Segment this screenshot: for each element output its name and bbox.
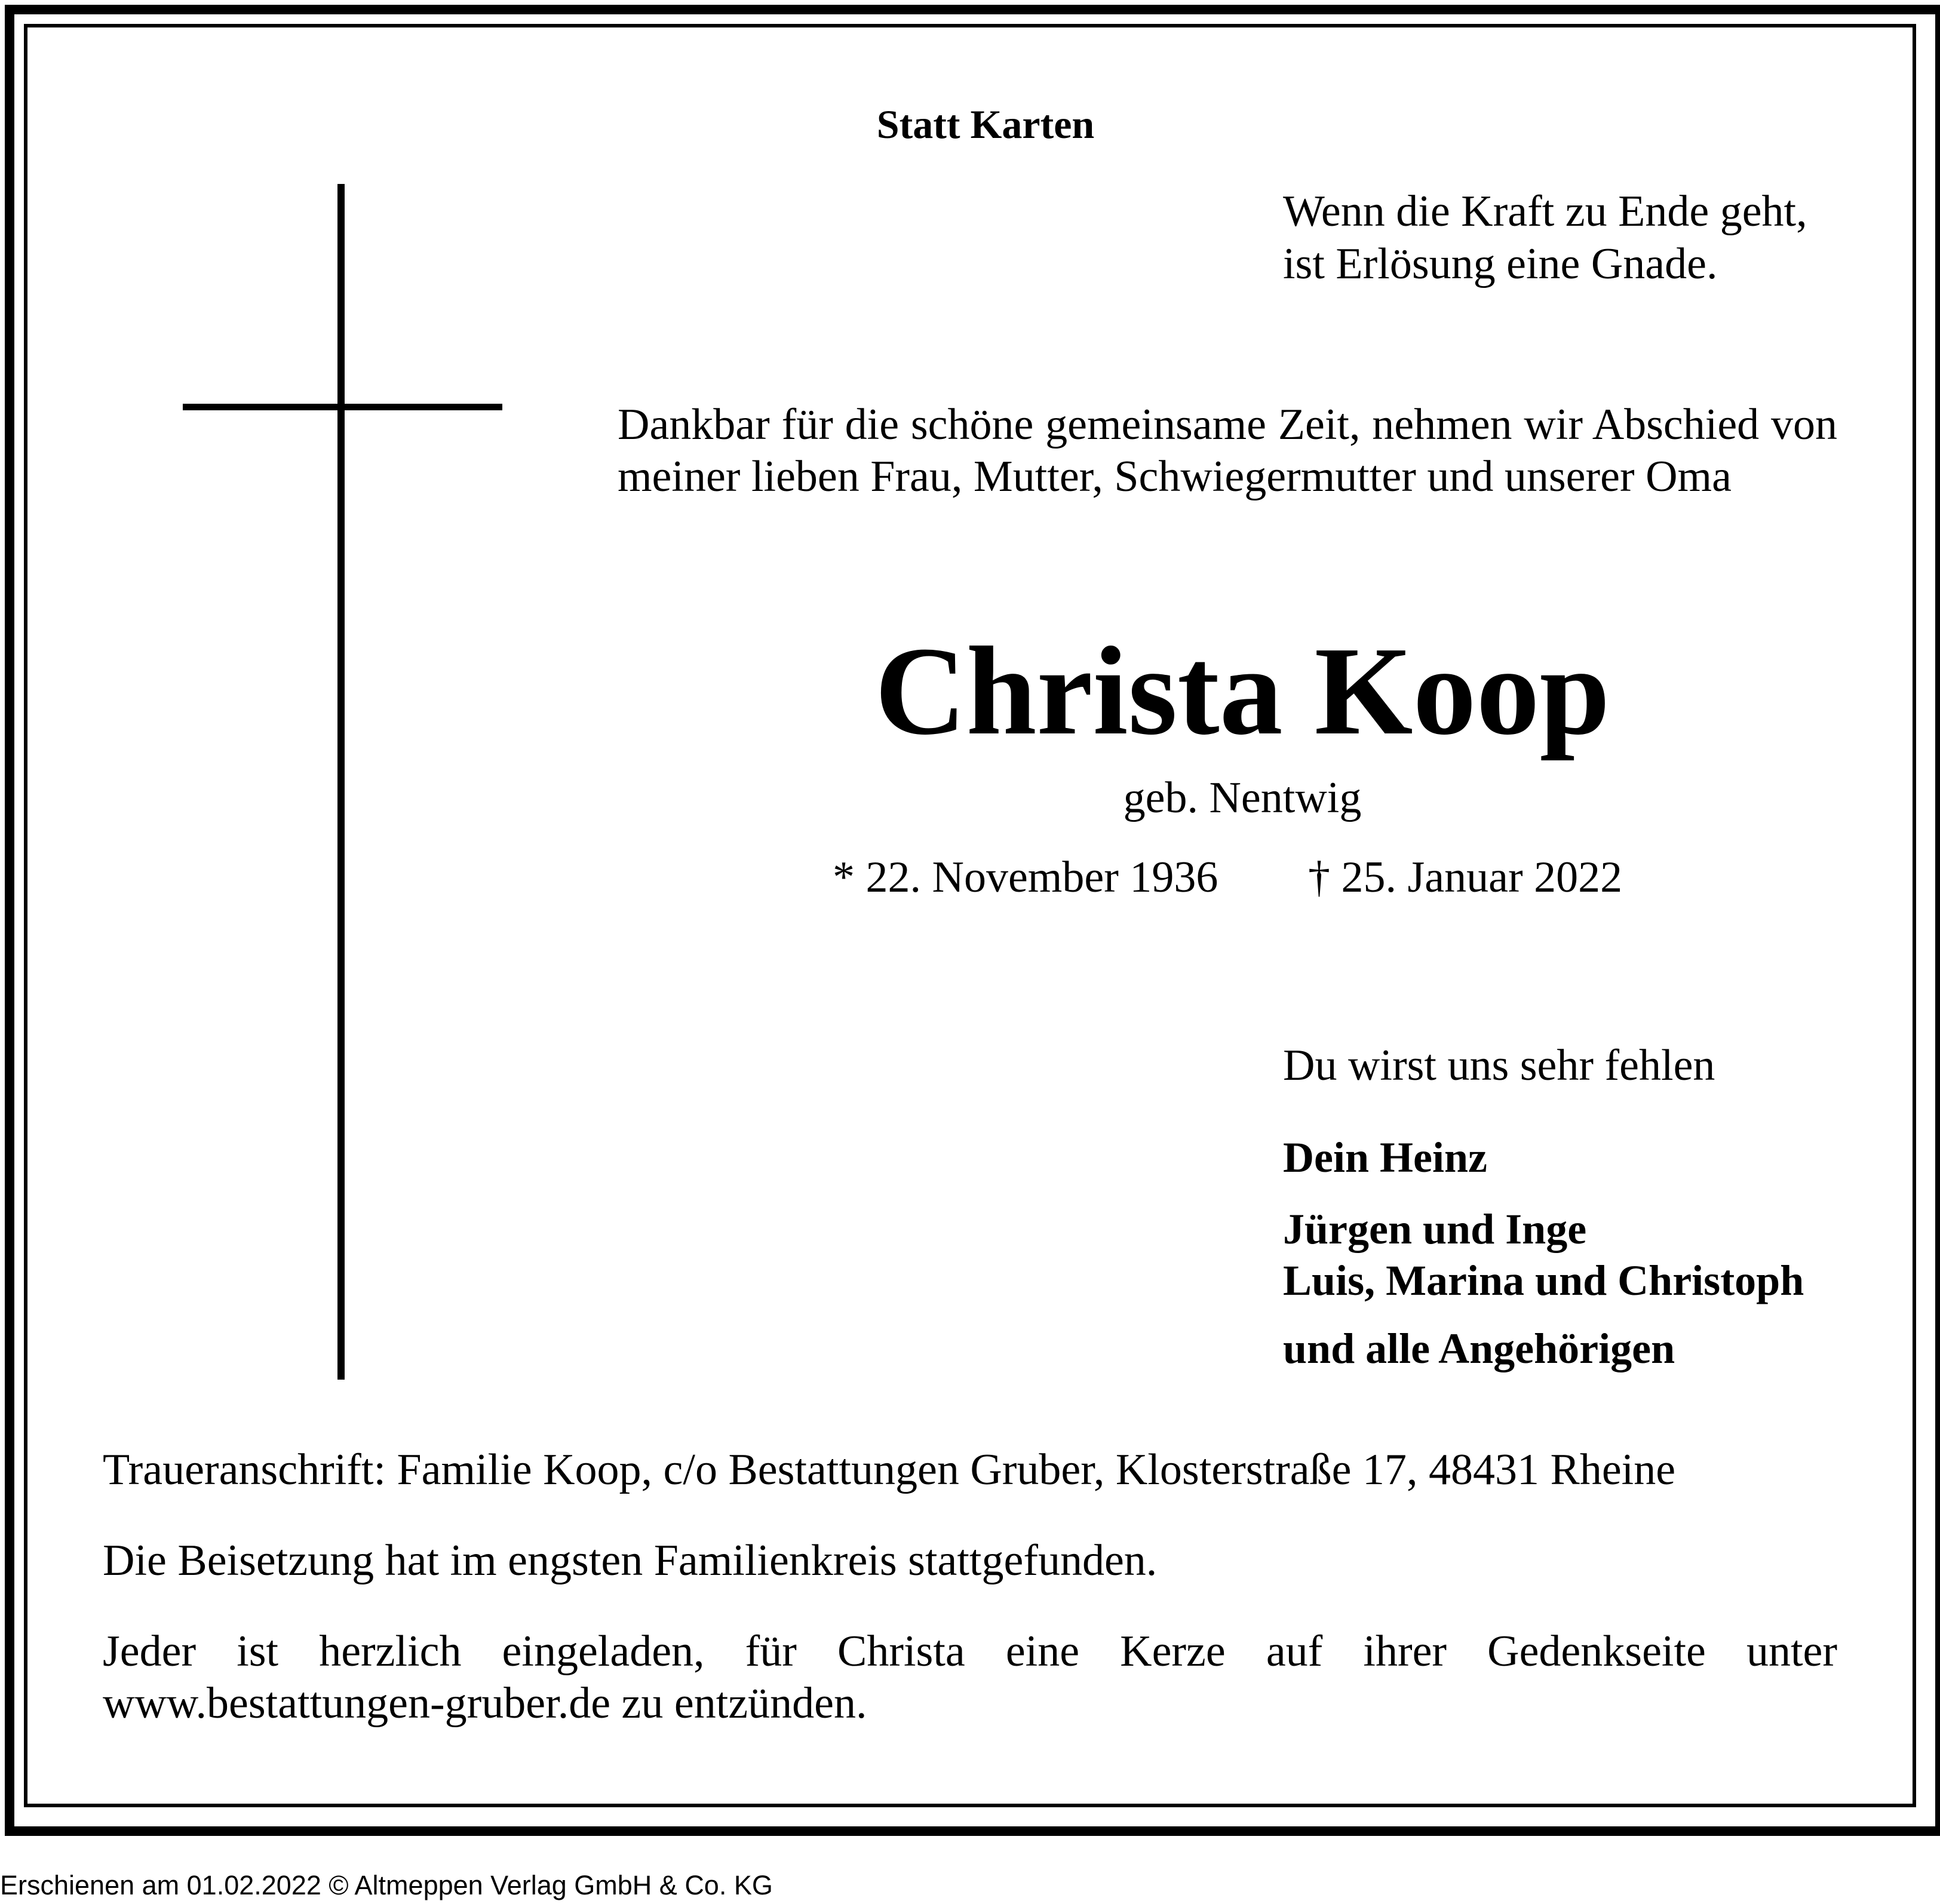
maiden-name: geb. Nentwig — [1123, 773, 1362, 822]
motto-line-1: Wenn die Kraft zu Ende geht, — [1283, 187, 1807, 236]
publication-footer: Erschienen am 01.02.2022 © Altmeppen Verlag GmbH & Co. KG — [0, 1870, 773, 1900]
signature-line-4: und alle Angehörigen — [1283, 1325, 1675, 1372]
motto-quote — [1283, 185, 1807, 290]
mourning-address: Traueranschrift: Familie Koop, c/o Bestattungen Gruber, Klosterstraße 17, 48431 Rheine — [103, 1445, 1676, 1494]
funeral-info: Die Beisetzung hat im engsten Familienkreis stattgefunden. — [103, 1536, 1158, 1585]
signature-group — [1283, 1203, 1804, 1306]
signature-line-2: Jürgen und Inge — [1283, 1205, 1587, 1253]
death-date: † 25. Januar 2022 — [1308, 853, 1623, 902]
cross-icon-horizontal-bar — [183, 404, 502, 410]
deceased-name: Christa Koop — [874, 621, 1610, 761]
closing-line: Du wirst uns sehr fehlen — [1283, 1041, 1715, 1090]
intro-text: Dankbar für die schöne gemeinsame Zeit, nehmen wir Abschied von meiner lieben Frau, Mutter, Schwiegermutter und unserer Oma — [618, 400, 1837, 501]
cross-icon-vertical-bar — [337, 184, 345, 1380]
candle-invitation: Jeder ist herzlich eingeladen, für Christa eine Kerze auf ihrer Gedenkseite unter www.bestattungen-gruber.de zu entzünden. — [103, 1627, 1837, 1728]
motto-line-2: ist Erlösung eine Gnade. — [1283, 239, 1718, 288]
birth-date: * 22. November 1936 — [833, 853, 1218, 902]
signature-line-1: Dein Heinz — [1283, 1134, 1487, 1181]
heading-statt-karten: Statt Karten — [876, 102, 1095, 147]
signature-line-3: Luis, Marina und Christoph — [1283, 1257, 1804, 1304]
